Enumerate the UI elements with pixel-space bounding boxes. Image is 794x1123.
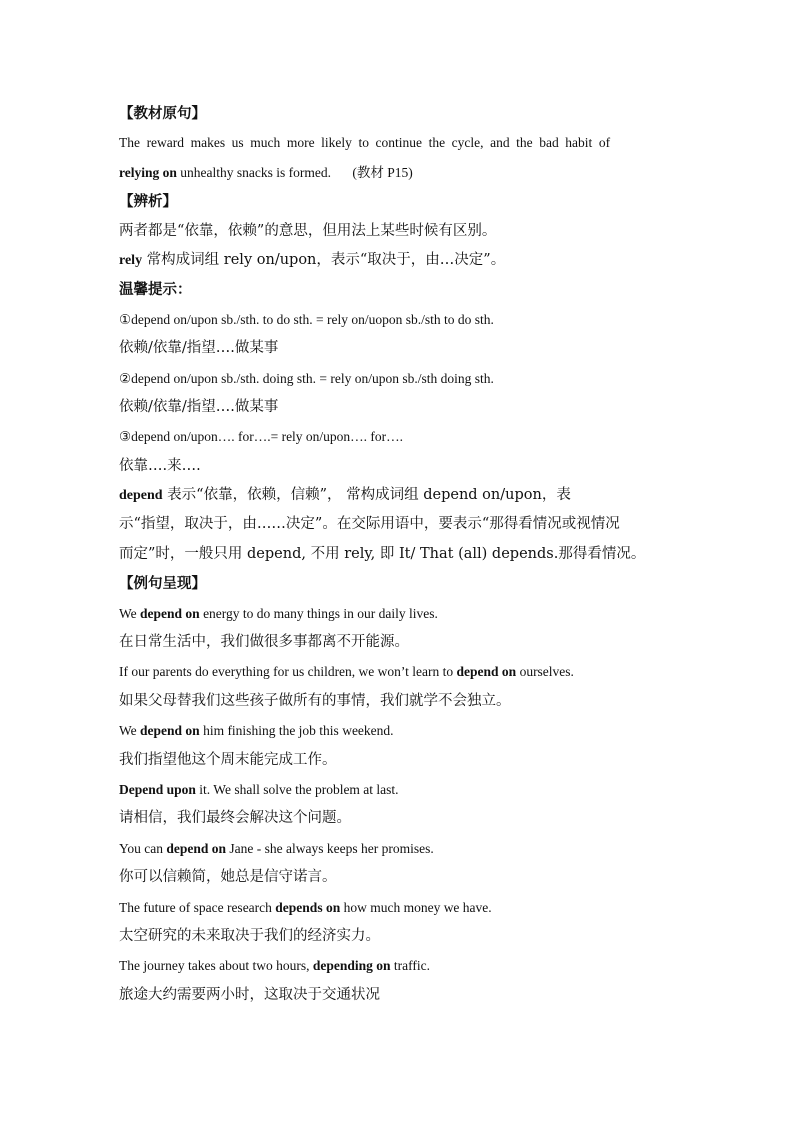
example-bold-phrase: depend on [140, 723, 200, 739]
depend-definition-line-3: 而定”时，一般只用 depend, 不用 rely, 即 It/ That (all) depends.那得看情况。 [119, 545, 646, 562]
source-sentence-line-1 [119, 128, 684, 157]
rely-word: rely [119, 252, 143, 268]
tip-3-zh: 依靠….来…. [119, 457, 201, 474]
source-line-1-text: The reward makes us much more likely to continue the cycle, and the bad habit of [119, 135, 611, 151]
depend-definition-line-1 [119, 481, 684, 510]
heading-source: 【教材原句】 [119, 105, 206, 122]
tip-2-en: ②depend on/upon sb./sth. doing sth. = rely on/upon sb./sth doing sth. [119, 370, 494, 386]
source-line-2-text: unhealthy snacks is formed. [176, 164, 331, 180]
tips-heading: 温馨提示： [119, 281, 192, 299]
example-4-zh: 请相信，我们最终会解决这个问题。 [119, 810, 351, 827]
example-text: We [119, 723, 141, 739]
tip-2-zh: 依赖/依靠/指望….做某事 [119, 398, 279, 415]
rely-desc: 常构成词组 rely on/upon，表示“取决于，由…决定”。 [142, 251, 506, 268]
example-bold-phrase: depends on [275, 899, 341, 915]
example-bold-phrase: depend on [166, 840, 227, 856]
example-text: Jane - she always keeps her promises. [226, 840, 434, 856]
source-bold-phrase: relying on [119, 164, 177, 180]
example-bold-phrase: Depend upon [119, 781, 196, 797]
example-bold-phrase: depend on [456, 664, 517, 680]
example-text: ourselves. [516, 664, 574, 680]
example-text: it. We shall solve the problem at last. [195, 781, 399, 797]
example-text: how much money we have. [340, 899, 492, 915]
source-reference: (教材 P15) [352, 164, 413, 180]
heading-examples: 【例句呈现】 [119, 575, 206, 593]
example-2-en [119, 657, 684, 686]
example-5-en [119, 834, 684, 863]
example-bold-phrase: depending on [312, 958, 391, 974]
heading-analysis: 【辨析】 [119, 193, 177, 211]
example-5-zh: 你可以信赖简，她总是信守诺言。 [119, 869, 337, 886]
example-text: energy to do many things in our daily lives. [199, 605, 438, 621]
rely-definition [119, 246, 684, 275]
analysis-intro: 两者都是“依靠，依赖”的意思，但用法上某些时候有区别。 [119, 222, 497, 239]
example-text: The future of space research [119, 899, 276, 915]
example-2-zh: 如果父母替我们这些孩子做所有的事情，我们就学不会独立。 [119, 692, 511, 709]
tip-1-zh: 依赖/依靠/指望….做某事 [119, 340, 279, 357]
example-7-en [119, 951, 684, 980]
source-sentence-line-2 [119, 158, 684, 187]
example-7-zh: 旅途大约需要两小时，这取决于交通状况 [119, 986, 380, 1003]
example-4-en [119, 775, 684, 804]
example-text: We [119, 605, 141, 621]
depend-word: depend [119, 488, 163, 504]
example-1-zh: 在日常生活中，我们做很多事都离不开能源。 [119, 634, 409, 651]
example-text: him finishing the job this weekend. [199, 723, 394, 739]
tip-3-en: ③depend on/upon…. for….= rely on/upon…. for…. [119, 429, 404, 445]
example-text: The journey takes about two hours, [119, 958, 313, 974]
depend-definition-line-2: 示“指望，取决于，由……决定”。在交际用语中，要表示“那得看情况或视情况 [119, 516, 620, 533]
example-bold-phrase: depend on [140, 605, 200, 621]
example-3-en [119, 716, 684, 745]
tip-1-en: ①depend on/upon sb./sth. to do sth. = rely on/uopon sb./sth to do sth. [119, 311, 494, 327]
example-text: If our parents do everything for us children, we won’t learn to [119, 664, 457, 680]
example-3-zh: 我们指望他这个周末能完成工作。 [119, 751, 337, 768]
example-6-zh: 太空研究的未来取决于我们的经济实力。 [119, 927, 380, 944]
example-text: traffic. [390, 958, 430, 974]
example-6-en [119, 893, 684, 922]
example-1-en [119, 599, 684, 628]
depend-line-1-text: 表示“依靠，依赖，信赖”， 常构成词组 depend on/upon，表 [162, 487, 571, 504]
example-text: You can [119, 840, 167, 856]
